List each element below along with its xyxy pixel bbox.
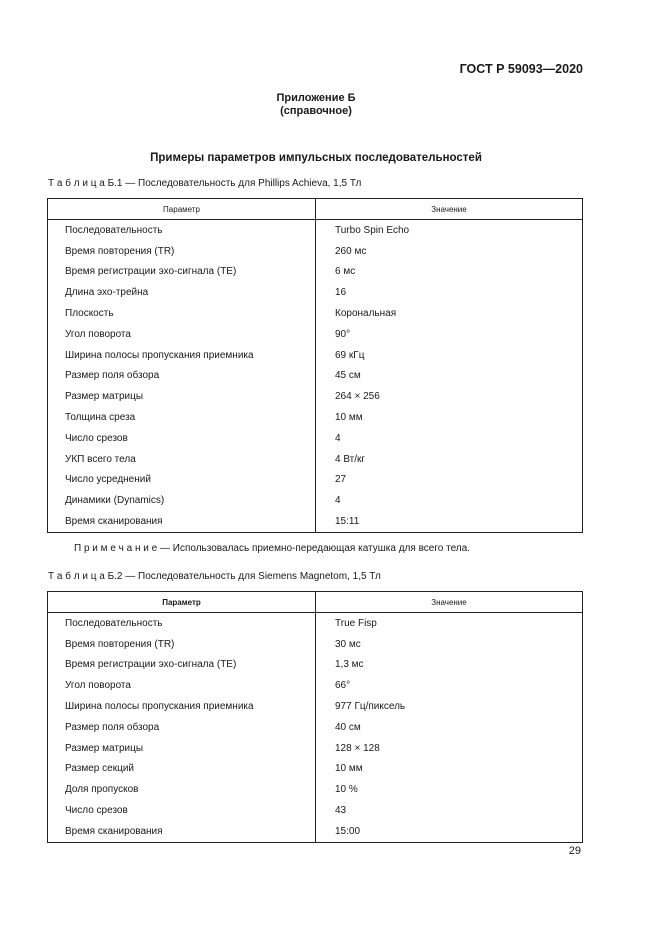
param-cell: Угол поворота (48, 324, 316, 345)
table-row (48, 655, 583, 676)
param-cell: Время сканирования (48, 821, 316, 842)
param-cell: Плоскость (48, 303, 316, 324)
table-row (48, 511, 583, 532)
table1-header-param: Параметр (48, 199, 316, 220)
value-cell: 40 см (316, 717, 583, 738)
table-row (48, 696, 583, 717)
table-row (48, 449, 583, 470)
table1 (47, 198, 583, 533)
table-row (48, 675, 583, 696)
table-row (48, 220, 583, 241)
annex-block (0, 92, 632, 118)
table-row (48, 800, 583, 821)
value-cell: 30 мс (316, 634, 583, 655)
param-cell: Время регистрации эхо-сигнала (TE) (48, 262, 316, 283)
param-cell: Число срезов (48, 800, 316, 821)
note-text: — Использовалась приемно-передающая катушка для всего тела. (160, 543, 470, 554)
param-cell: Размер поля обзора (48, 717, 316, 738)
page-number: 29 (568, 845, 581, 857)
param-cell: Число усреднений (48, 470, 316, 491)
note-label: П р и м е ч а н и е (74, 543, 158, 554)
param-cell: Размер матрицы (48, 738, 316, 759)
value-cell: 128 × 128 (316, 738, 583, 759)
value-cell: 4 (316, 428, 583, 449)
standard-number: ГОСТ Р 59093—2020 (459, 62, 583, 76)
table-row (48, 779, 583, 800)
table-row (48, 407, 583, 428)
value-cell: 16 (316, 282, 583, 303)
table2-header-value: Значение (316, 592, 583, 613)
param-cell: Время регистрации эхо-сигнала (TE) (48, 655, 316, 676)
value-cell: 10 мм (316, 407, 583, 428)
table-row (48, 613, 583, 634)
table2-label: Т а б л и ц а (48, 571, 105, 582)
value-cell: 260 мс (316, 241, 583, 262)
param-cell: Время повторения (TR) (48, 634, 316, 655)
value-cell: True Fisp (316, 613, 583, 634)
table-row (48, 366, 583, 387)
table-row (48, 634, 583, 655)
param-cell: УКП всего тела (48, 449, 316, 470)
value-cell: 10 % (316, 779, 583, 800)
param-cell: Размер поля обзора (48, 366, 316, 387)
param-cell: Последовательность (48, 220, 316, 241)
table-row (48, 303, 583, 324)
value-cell: 10 мм (316, 759, 583, 780)
value-cell: 90° (316, 324, 583, 345)
table-row (48, 241, 583, 262)
table1-header-value: Значение (316, 199, 583, 220)
table-row (48, 386, 583, 407)
table-row (48, 324, 583, 345)
param-cell: Ширина полосы пропускания приемника (48, 696, 316, 717)
param-cell: Угол поворота (48, 675, 316, 696)
param-cell: Время сканирования (48, 511, 316, 532)
table1-label: Т а б л и ц а (48, 178, 105, 189)
table1-caption (48, 178, 361, 189)
value-cell: 264 × 256 (316, 386, 583, 407)
table1-caption-text: Б.1 — Последовательность для Phillips Achieva, 1,5 Тл (107, 178, 362, 189)
table2-caption (48, 571, 381, 582)
table2-body (48, 613, 583, 843)
table2-caption-text: Б.2 — Последовательность для Siemens Magnetom, 1,5 Тл (107, 571, 381, 582)
table-row (48, 470, 583, 491)
table1-note (74, 543, 470, 554)
value-cell: 4 Вт/кг (316, 449, 583, 470)
section-heading: Примеры параметров импульсных последовательностей (150, 152, 482, 164)
table-row (48, 345, 583, 366)
value-cell: 6 мс (316, 262, 583, 283)
table-row (48, 282, 583, 303)
value-cell: Корональная (316, 303, 583, 324)
param-cell: Динамики (Dynamics) (48, 490, 316, 511)
value-cell: 4 (316, 490, 583, 511)
table-row (48, 262, 583, 283)
param-cell: Доля пропусков (48, 779, 316, 800)
value-cell: 977 Гц/пиксель (316, 696, 583, 717)
param-cell: Число срезов (48, 428, 316, 449)
value-cell: 1,3 мс (316, 655, 583, 676)
table-row (48, 759, 583, 780)
param-cell: Размер матрицы (48, 386, 316, 407)
param-cell: Время повторения (TR) (48, 241, 316, 262)
value-cell: Turbo Spin Echo (316, 220, 583, 241)
value-cell: 27 (316, 470, 583, 491)
param-cell: Толщина среза (48, 407, 316, 428)
param-cell: Длина эхо-трейна (48, 282, 316, 303)
value-cell: 66° (316, 675, 583, 696)
param-cell: Ширина полосы пропускания приемника (48, 345, 316, 366)
param-cell: Размер секций (48, 759, 316, 780)
table2 (47, 591, 583, 843)
table2-header-param: Параметр (48, 592, 316, 613)
value-cell: 15:11 (316, 511, 583, 532)
value-cell: 43 (316, 800, 583, 821)
value-cell: 69 кГц (316, 345, 583, 366)
table-row (48, 490, 583, 511)
value-cell: 15:00 (316, 821, 583, 842)
table-row (48, 821, 583, 842)
value-cell: 45 см (316, 366, 583, 387)
table1-body (48, 220, 583, 533)
annex-subtitle: (справочное) (280, 105, 352, 117)
annex-title: Приложение Б (276, 92, 356, 104)
table-row (48, 717, 583, 738)
table-row (48, 428, 583, 449)
table-row (48, 738, 583, 759)
param-cell: Последовательность (48, 613, 316, 634)
